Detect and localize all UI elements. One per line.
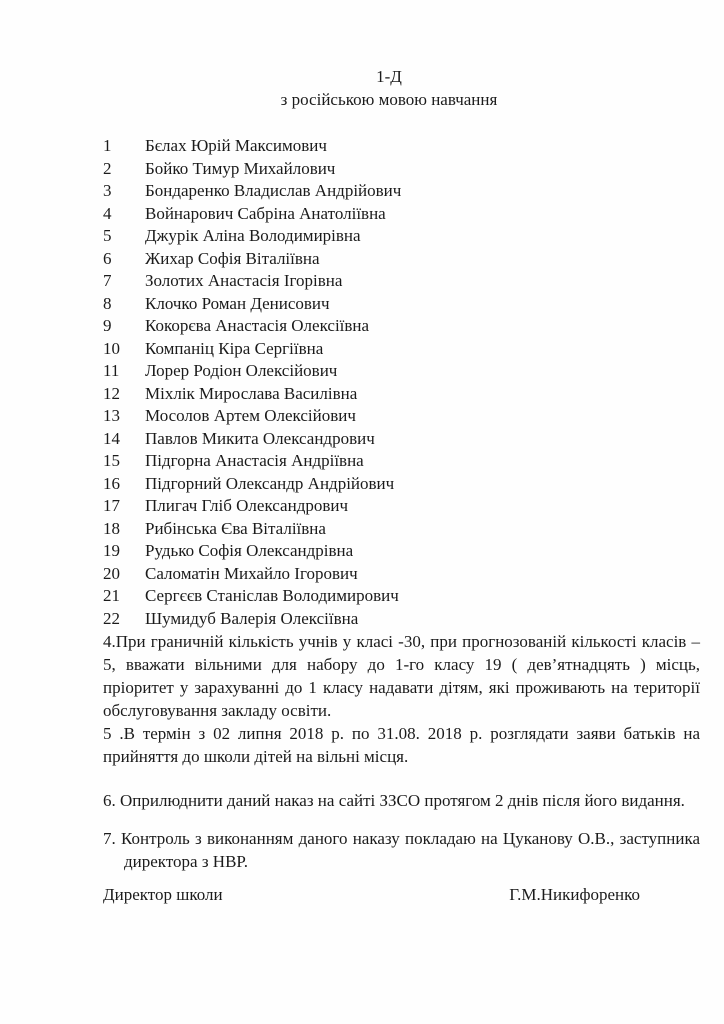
list-item xyxy=(103,473,700,496)
student-number: 5 xyxy=(103,226,112,245)
document-content xyxy=(103,65,700,906)
student-name: Міхлік Мирослава Василівна xyxy=(145,383,358,403)
list-item xyxy=(103,293,700,316)
list-item xyxy=(103,203,700,226)
paragraph-7-control: 7. Контроль з виконанням даного наказу покладаю на Цуканову О.В., заступника директора з НВР. xyxy=(103,829,700,871)
student-name: Кокорєва Анастасія Олексіївна xyxy=(145,316,370,335)
class-subtitle: з російською мовою навчання xyxy=(280,90,498,109)
student-number: 11 xyxy=(103,361,120,380)
list-item xyxy=(103,495,700,518)
student-name: Бойко Тимур Михайлович xyxy=(145,158,336,178)
student-number: 15 xyxy=(103,451,120,470)
signature-name: Г.М.Никифоренко xyxy=(509,885,640,904)
student-number: 14 xyxy=(103,428,120,448)
student-name: Рудько Софія Олександрівна xyxy=(145,541,354,560)
student-number: 8 xyxy=(103,293,112,313)
student-name: Підгорна Анастасія Андріївна xyxy=(145,451,364,470)
student-number: 4 xyxy=(103,203,112,223)
list-item xyxy=(103,248,700,271)
student-number: 1 xyxy=(103,136,112,155)
paragraph-4-class-capacity: 4.При граничній кількість учнів у класі -30, при прогнозованій кількості класів – 5, вважати вільними для набору до 1-го класу 19 ( дев’ятнадцять ) місць, пріоритет у зарахуванні до 1 класу надавати дітям, які проживають на території обслуговування закладу освіти. xyxy=(103,632,700,720)
student-name: Плигач Гліб Олександрович xyxy=(145,496,349,515)
student-name: Павлов Микита Олександрович xyxy=(145,428,375,448)
student-name: Мосолов Артем Олексійович xyxy=(145,406,356,425)
student-number: 7 xyxy=(103,271,112,290)
student-number: 6 xyxy=(103,248,112,268)
list-item xyxy=(103,225,700,248)
student-number: 9 xyxy=(103,316,112,335)
list-item xyxy=(103,608,700,631)
list-item xyxy=(103,360,700,383)
student-number: 21 xyxy=(103,586,120,605)
student-name: Жихар Софія Віталіївна xyxy=(145,248,320,268)
student-name: Сергєєв Станіслав Володимирович xyxy=(145,586,399,605)
list-item xyxy=(103,428,700,451)
list-item xyxy=(103,563,700,586)
student-number: 18 xyxy=(103,518,120,538)
student-number: 22 xyxy=(103,608,120,628)
list-item xyxy=(103,383,700,406)
student-name: Золотих Анастасія Ігорівна xyxy=(145,271,343,290)
list-item xyxy=(103,450,700,473)
student-name: Компаніц Кіра Сергіївна xyxy=(145,338,324,358)
student-name: Лорер Родіон Олексійович xyxy=(145,361,338,380)
signature-role: Директор школи xyxy=(103,885,223,904)
list-item xyxy=(103,405,700,428)
student-number: 12 xyxy=(103,383,120,403)
list-item xyxy=(103,315,700,338)
signature-row xyxy=(103,883,700,906)
student-name: Саломатін Михайло Ігорович xyxy=(145,563,358,583)
list-item xyxy=(103,585,700,608)
list-item xyxy=(103,270,700,293)
student-name: Бондаренко Владислав Андрійович xyxy=(145,181,402,200)
student-number: 20 xyxy=(103,563,120,583)
student-name: Бєлах Юрій Максимович xyxy=(145,136,327,155)
student-number: 17 xyxy=(103,496,120,515)
student-name: Джурік Аліна Володимирівна xyxy=(145,226,361,245)
list-item xyxy=(103,338,700,361)
student-name: Клочко Роман Денисович xyxy=(145,293,330,313)
student-name: Шумидуб Валерія Олексіївна xyxy=(145,608,359,628)
student-name: Войнарович Сабріна Анатоліївна xyxy=(145,203,386,223)
student-number: 3 xyxy=(103,181,112,200)
student-number: 19 xyxy=(103,541,120,560)
list-item xyxy=(103,135,700,158)
student-number: 13 xyxy=(103,406,120,425)
list-item xyxy=(103,540,700,563)
student-number: 16 xyxy=(103,473,120,493)
student-number: 10 xyxy=(103,338,120,358)
list-item xyxy=(103,518,700,541)
student-name: Рибінська Єва Віталіївна xyxy=(145,518,326,538)
student-number: 2 xyxy=(103,158,112,178)
paragraph-5-application-term: 5 .В термін з 02 липня 2018 р. по 31.08. 2018 р. розглядати заяви батьків на прийняття до школи дітей на вільні місця. xyxy=(103,724,700,766)
paragraph-6-publication: 6. Оприлюднити даний наказ на сайті ЗЗСО протягом 2 днів після його видання. xyxy=(103,791,685,810)
student-name: Підгорний Олександр Андрійович xyxy=(145,473,395,493)
student-list xyxy=(103,135,700,630)
list-item xyxy=(103,180,700,203)
class-title: 1-Д xyxy=(376,67,402,86)
list-item xyxy=(103,158,700,181)
